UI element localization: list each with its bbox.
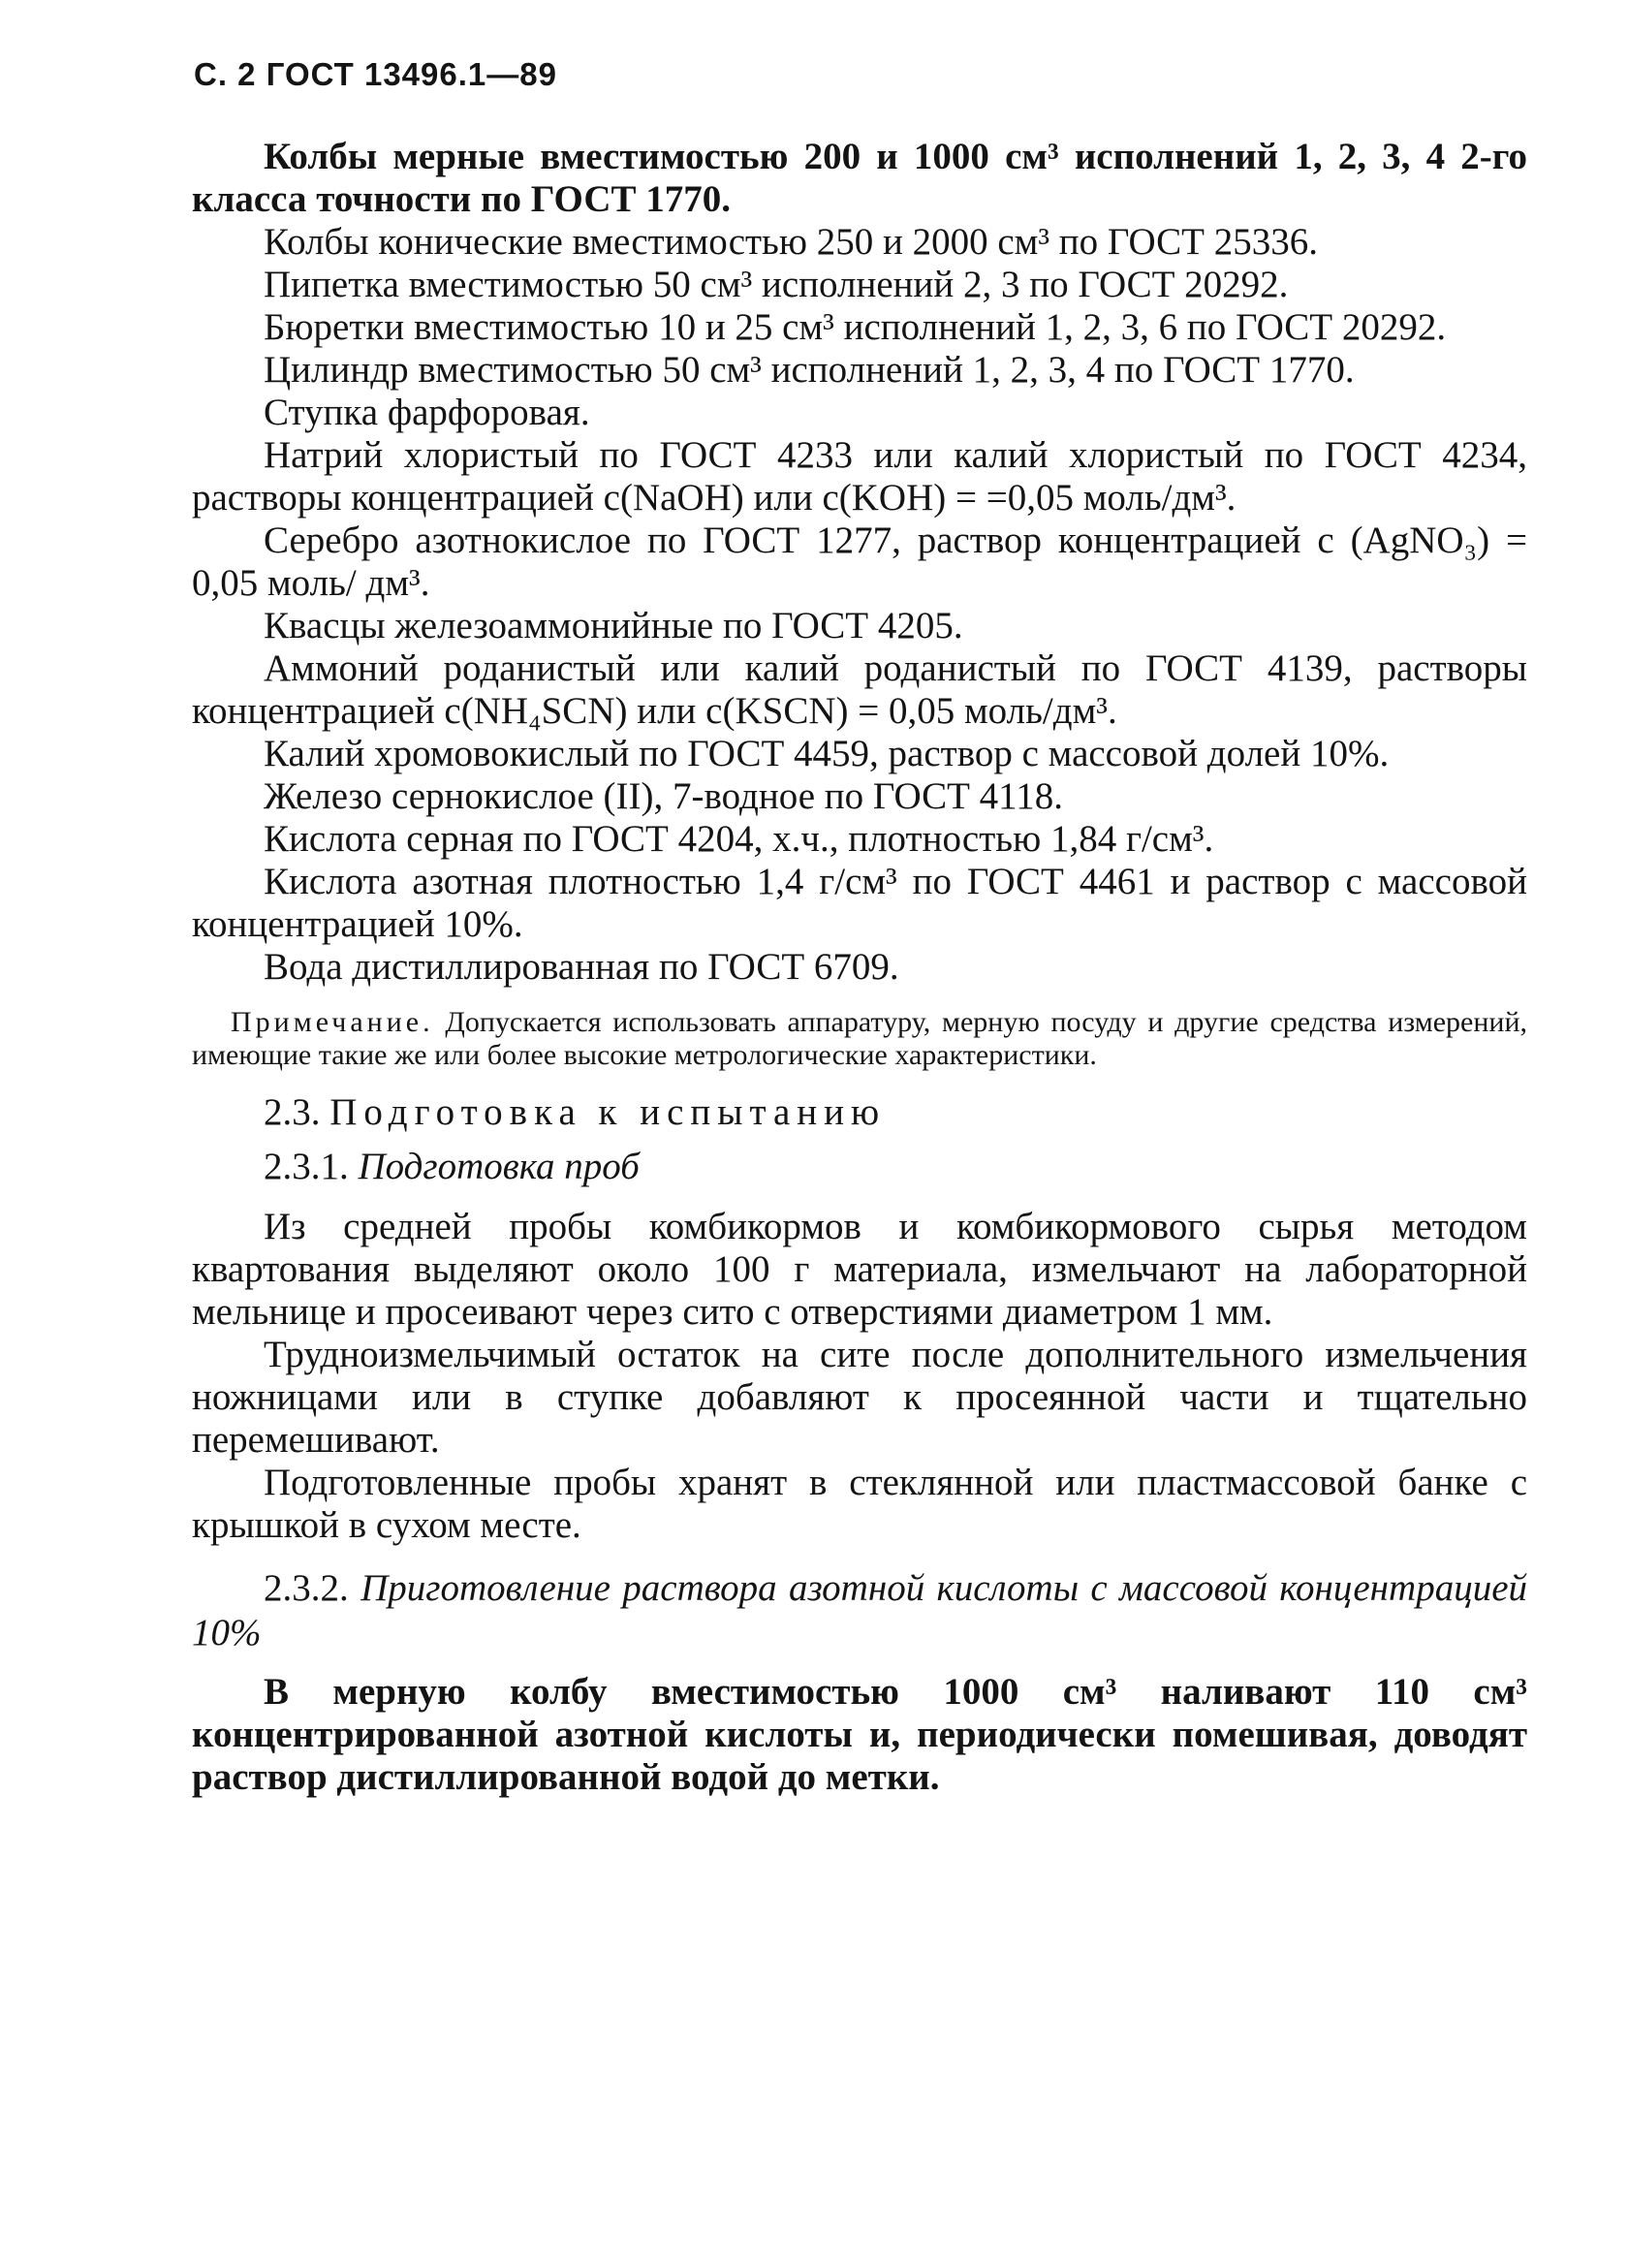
equipment-item: Калий хромовокислый по ГОСТ 4459, раствор с массовой долей 10%. bbox=[264, 733, 1390, 774]
equipment-item: Цилиндр вместимостью 50 см³ исполнений 1, 2, 3, 4 по ГОСТ 1770. bbox=[264, 349, 1355, 391]
equipment-item: Вода дистиллированная по ГОСТ 6709. bbox=[264, 946, 899, 988]
equipment-item: Колбы мерные вместимостью 200 и 1000 см³ исполнений 1, 2, 3, 4 2-го класса точности по ГОСТ 1770. bbox=[192, 136, 1527, 220]
equipment-item: Серебро азотнокислое по ГОСТ 1277, раствор концентрацией c (AgNO₃) = 0,05 моль/ дм³. bbox=[192, 520, 1527, 604]
equipment-item: Квасцы железоаммонийные по ГОСТ 4205. bbox=[264, 605, 963, 646]
subsection-title: Приготовление раствора азотной кислоты с массовой концентрацией 10% bbox=[192, 1567, 1528, 1654]
acid-prep-text bbox=[192, 1671, 1527, 1799]
section-title: Подготовка к испытанию bbox=[329, 1091, 887, 1133]
paragraph: Трудноизмельчимый остаток на сите после дополнительного измельчения ножницами или в ступке добавляют к просеянной части и тщательно перемешивают. bbox=[192, 1334, 1527, 1461]
paragraph: В мерную колбу вместимостью 1000 см³ наливают 110 см³ концентрированной азотной кислоты и, периодически помешивая, доводят раствор дистиллированной водой до метки. bbox=[192, 1671, 1527, 1798]
subsection-title: Подготовка проб bbox=[358, 1146, 640, 1187]
paragraph: Из средней пробы комбикормов и комбикормового сырья методом квартования выделяют около 100 г материала, измельчают на лабораторной мельнице и просеивают через сито с отверстиями диаметром 1 мм. bbox=[192, 1206, 1527, 1333]
equipment-item: Колбы конические вместимостью 250 и 2000 см³ по ГОСТ 25336. bbox=[264, 221, 1318, 263]
equipment-list bbox=[192, 136, 1527, 989]
equipment-item: Железо сернокислое (II), 7-водное по ГОСТ 4118. bbox=[264, 775, 1063, 817]
equipment-item: Кислота азотная плотностью 1,4 г/см³ по ГОСТ 4461 и раствор с массовой концентрацией 10%. bbox=[192, 861, 1527, 945]
document-page bbox=[192, 56, 1527, 1800]
equipment-item: Пипетка вместимостью 50 см³ исполнений 2, 3 по ГОСТ 20292. bbox=[264, 264, 1289, 305]
sample-prep-text bbox=[192, 1206, 1527, 1547]
subsection-number: 2.3.1. bbox=[264, 1146, 349, 1187]
section-heading bbox=[264, 1091, 1527, 1134]
note bbox=[192, 1006, 1527, 1072]
section-number: 2.3. bbox=[264, 1091, 321, 1133]
equipment-item: Натрий хлористый по ГОСТ 4233 или калий хлористый по ГОСТ 4234, растворы концентрацией c(NaOH) или c(KOH) = =0,05 моль/дм³. bbox=[192, 434, 1527, 519]
subsection-heading bbox=[264, 1146, 1527, 1188]
note-title: Примечание. bbox=[231, 1006, 434, 1038]
equipment-item: Аммоний роданистый или калий роданистый по ГОСТ 4139, растворы концентрацией c(NH₄SCN) или c(KSCN) = 0,05 моль/дм³. bbox=[192, 647, 1527, 732]
equipment-item: Бюретки вместимостью 10 и 25 см³ исполнений 1, 2, 3, 6 по ГОСТ 20292. bbox=[264, 306, 1447, 348]
subsection-heading-2 bbox=[192, 1566, 1527, 1655]
equipment-item: Кислота серная по ГОСТ 4204, х.ч., плотностью 1,84 г/см³. bbox=[264, 818, 1214, 860]
subsection-number: 2.3.2. bbox=[264, 1567, 349, 1609]
equipment-item: Ступка фарфоровая. bbox=[264, 392, 590, 433]
note-text: Допускается использовать аппаратуру, мерную посуду и другие средства измерений, имеющие такие же или более высокие метрологические характеристики. bbox=[192, 1006, 1527, 1071]
page-header: С. 2 ГОСТ 13496.1—89 bbox=[194, 56, 557, 92]
paragraph: Подготовленные пробы хранят в стеклянной или пластмассовой банке с крышкой в сухом месте. bbox=[192, 1462, 1527, 1546]
